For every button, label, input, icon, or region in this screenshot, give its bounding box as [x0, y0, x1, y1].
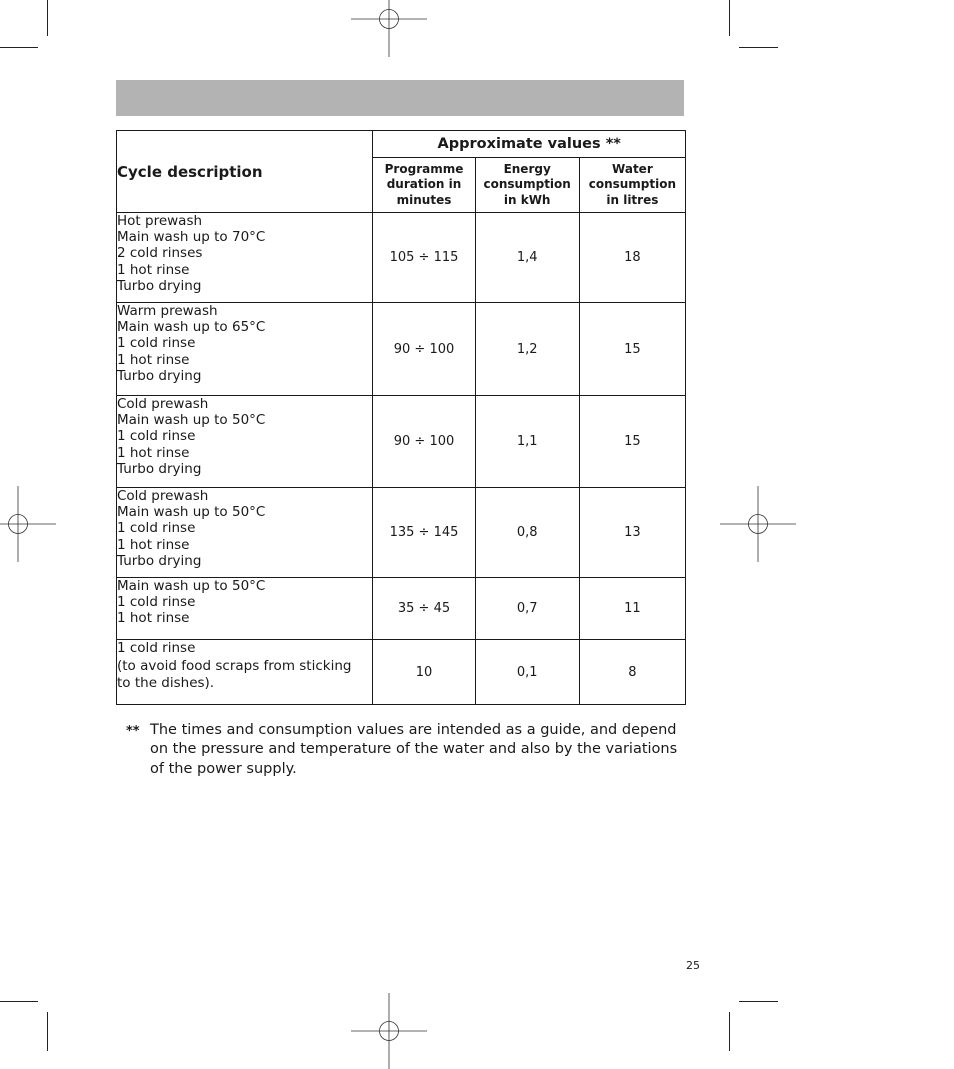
cycle-description — [117, 578, 373, 640]
header-approximate-values: Approximate values ** — [373, 131, 686, 158]
description-line: Main wash up to 65°C — [117, 319, 266, 336]
header-cycle-description: Cycle description — [117, 131, 373, 213]
registration-mark-bottom — [351, 993, 427, 1069]
description-line: 1 cold rinse — [117, 594, 196, 611]
table-row — [117, 303, 686, 396]
water-value: 11 — [579, 578, 685, 640]
header-line: Energy — [503, 161, 551, 176]
header-line: consumption — [483, 177, 571, 192]
cycle-description — [117, 213, 373, 303]
description-line: 1 hot rinse — [117, 536, 190, 553]
crop-mark-br-v — [729, 1012, 730, 1051]
description-line: 1 cold rinse — [117, 640, 196, 656]
crop-mark-bl-h — [0, 1001, 38, 1002]
table-row — [117, 488, 686, 578]
description-line: Cold prewash — [117, 396, 209, 412]
footnote-text: The times and consumption values are intended as a guide, and depend on the pressure and temperature of the water and also by the variations of the power supply. — [150, 722, 678, 777]
duration-value: 105 ÷ 115 — [373, 213, 475, 303]
description-line: 1 cold rinse — [117, 428, 196, 445]
header-programme-duration — [373, 158, 475, 213]
header-line: Programme — [384, 161, 464, 176]
table-row — [117, 213, 686, 303]
description-line: Warm prewash — [117, 303, 218, 319]
table-row — [117, 640, 686, 705]
energy-value: 0,8 — [475, 488, 579, 578]
header-line: in litres — [606, 192, 659, 207]
energy-value: 1,1 — [475, 396, 579, 488]
cycle-table — [116, 130, 686, 705]
description-line: Turbo drying — [117, 367, 202, 384]
description-line: 2 cold rinses — [117, 245, 203, 262]
description-line: to the dishes). — [117, 675, 215, 691]
registration-mark-left — [0, 486, 56, 562]
cycle-description — [117, 303, 373, 396]
table-row — [117, 396, 686, 488]
water-value: 18 — [579, 213, 685, 303]
table-row — [117, 578, 686, 640]
crop-mark-tr-v — [729, 0, 730, 36]
registration-mark-right — [720, 486, 796, 562]
header-line: Water — [612, 161, 653, 176]
crop-mark-tr-h — [739, 47, 778, 48]
header-line: consumption — [588, 177, 677, 192]
crop-mark-br-h — [739, 1001, 778, 1002]
description-line: Turbo drying — [117, 277, 202, 294]
energy-value: 1,2 — [475, 303, 579, 396]
energy-value: 1,4 — [475, 213, 579, 303]
description-line: Cold prewash — [117, 488, 209, 504]
header-energy-consumption — [475, 158, 579, 213]
description-line: 1 hot rinse — [117, 610, 190, 627]
description-line: Main wash up to 70°C — [117, 229, 266, 246]
description-line: Turbo drying — [117, 552, 202, 569]
header-water-consumption — [579, 158, 685, 213]
duration-value: 135 ÷ 145 — [373, 488, 475, 578]
description-line: Main wash up to 50°C — [117, 578, 266, 594]
energy-value: 0,1 — [475, 640, 579, 705]
duration-value: 10 — [373, 640, 475, 705]
description-line: Turbo drying — [117, 460, 202, 477]
duration-value: 90 ÷ 100 — [373, 303, 475, 396]
water-value: 8 — [579, 640, 685, 705]
water-value: 15 — [579, 303, 685, 396]
header-line: minutes — [396, 192, 452, 207]
registration-mark-top — [351, 0, 427, 57]
description-line: Hot prewash — [117, 213, 203, 229]
cycle-description — [117, 396, 373, 488]
water-value: 13 — [579, 488, 685, 578]
description-line: 1 hot rinse — [117, 351, 190, 368]
header-line: in kWh — [503, 192, 551, 207]
description-line: Main wash up to 50°C — [117, 504, 266, 521]
footnote — [126, 721, 686, 779]
duration-value: 35 ÷ 45 — [373, 578, 475, 640]
page-number: 25 — [686, 959, 700, 972]
duration-value: 90 ÷ 100 — [373, 396, 475, 488]
description-line: Main wash up to 50°C — [117, 412, 266, 429]
header-line: duration in — [386, 177, 462, 192]
description-line: (to avoid food scraps from sticking — [117, 657, 352, 674]
description-line: 1 cold rinse — [117, 520, 196, 537]
section-header-bar — [116, 80, 684, 116]
crop-mark-bl-v — [47, 1012, 48, 1051]
water-value: 15 — [579, 396, 685, 488]
description-line: 1 hot rinse — [117, 261, 190, 278]
energy-value: 0,7 — [475, 578, 579, 640]
cycle-description — [117, 488, 373, 578]
cycle-description — [117, 640, 373, 705]
description-line: 1 cold rinse — [117, 335, 196, 352]
crop-mark-tl-h — [0, 47, 38, 48]
description-line: 1 hot rinse — [117, 444, 190, 461]
crop-mark-tl-v — [47, 0, 48, 36]
footnote-marker: ** — [126, 724, 140, 739]
